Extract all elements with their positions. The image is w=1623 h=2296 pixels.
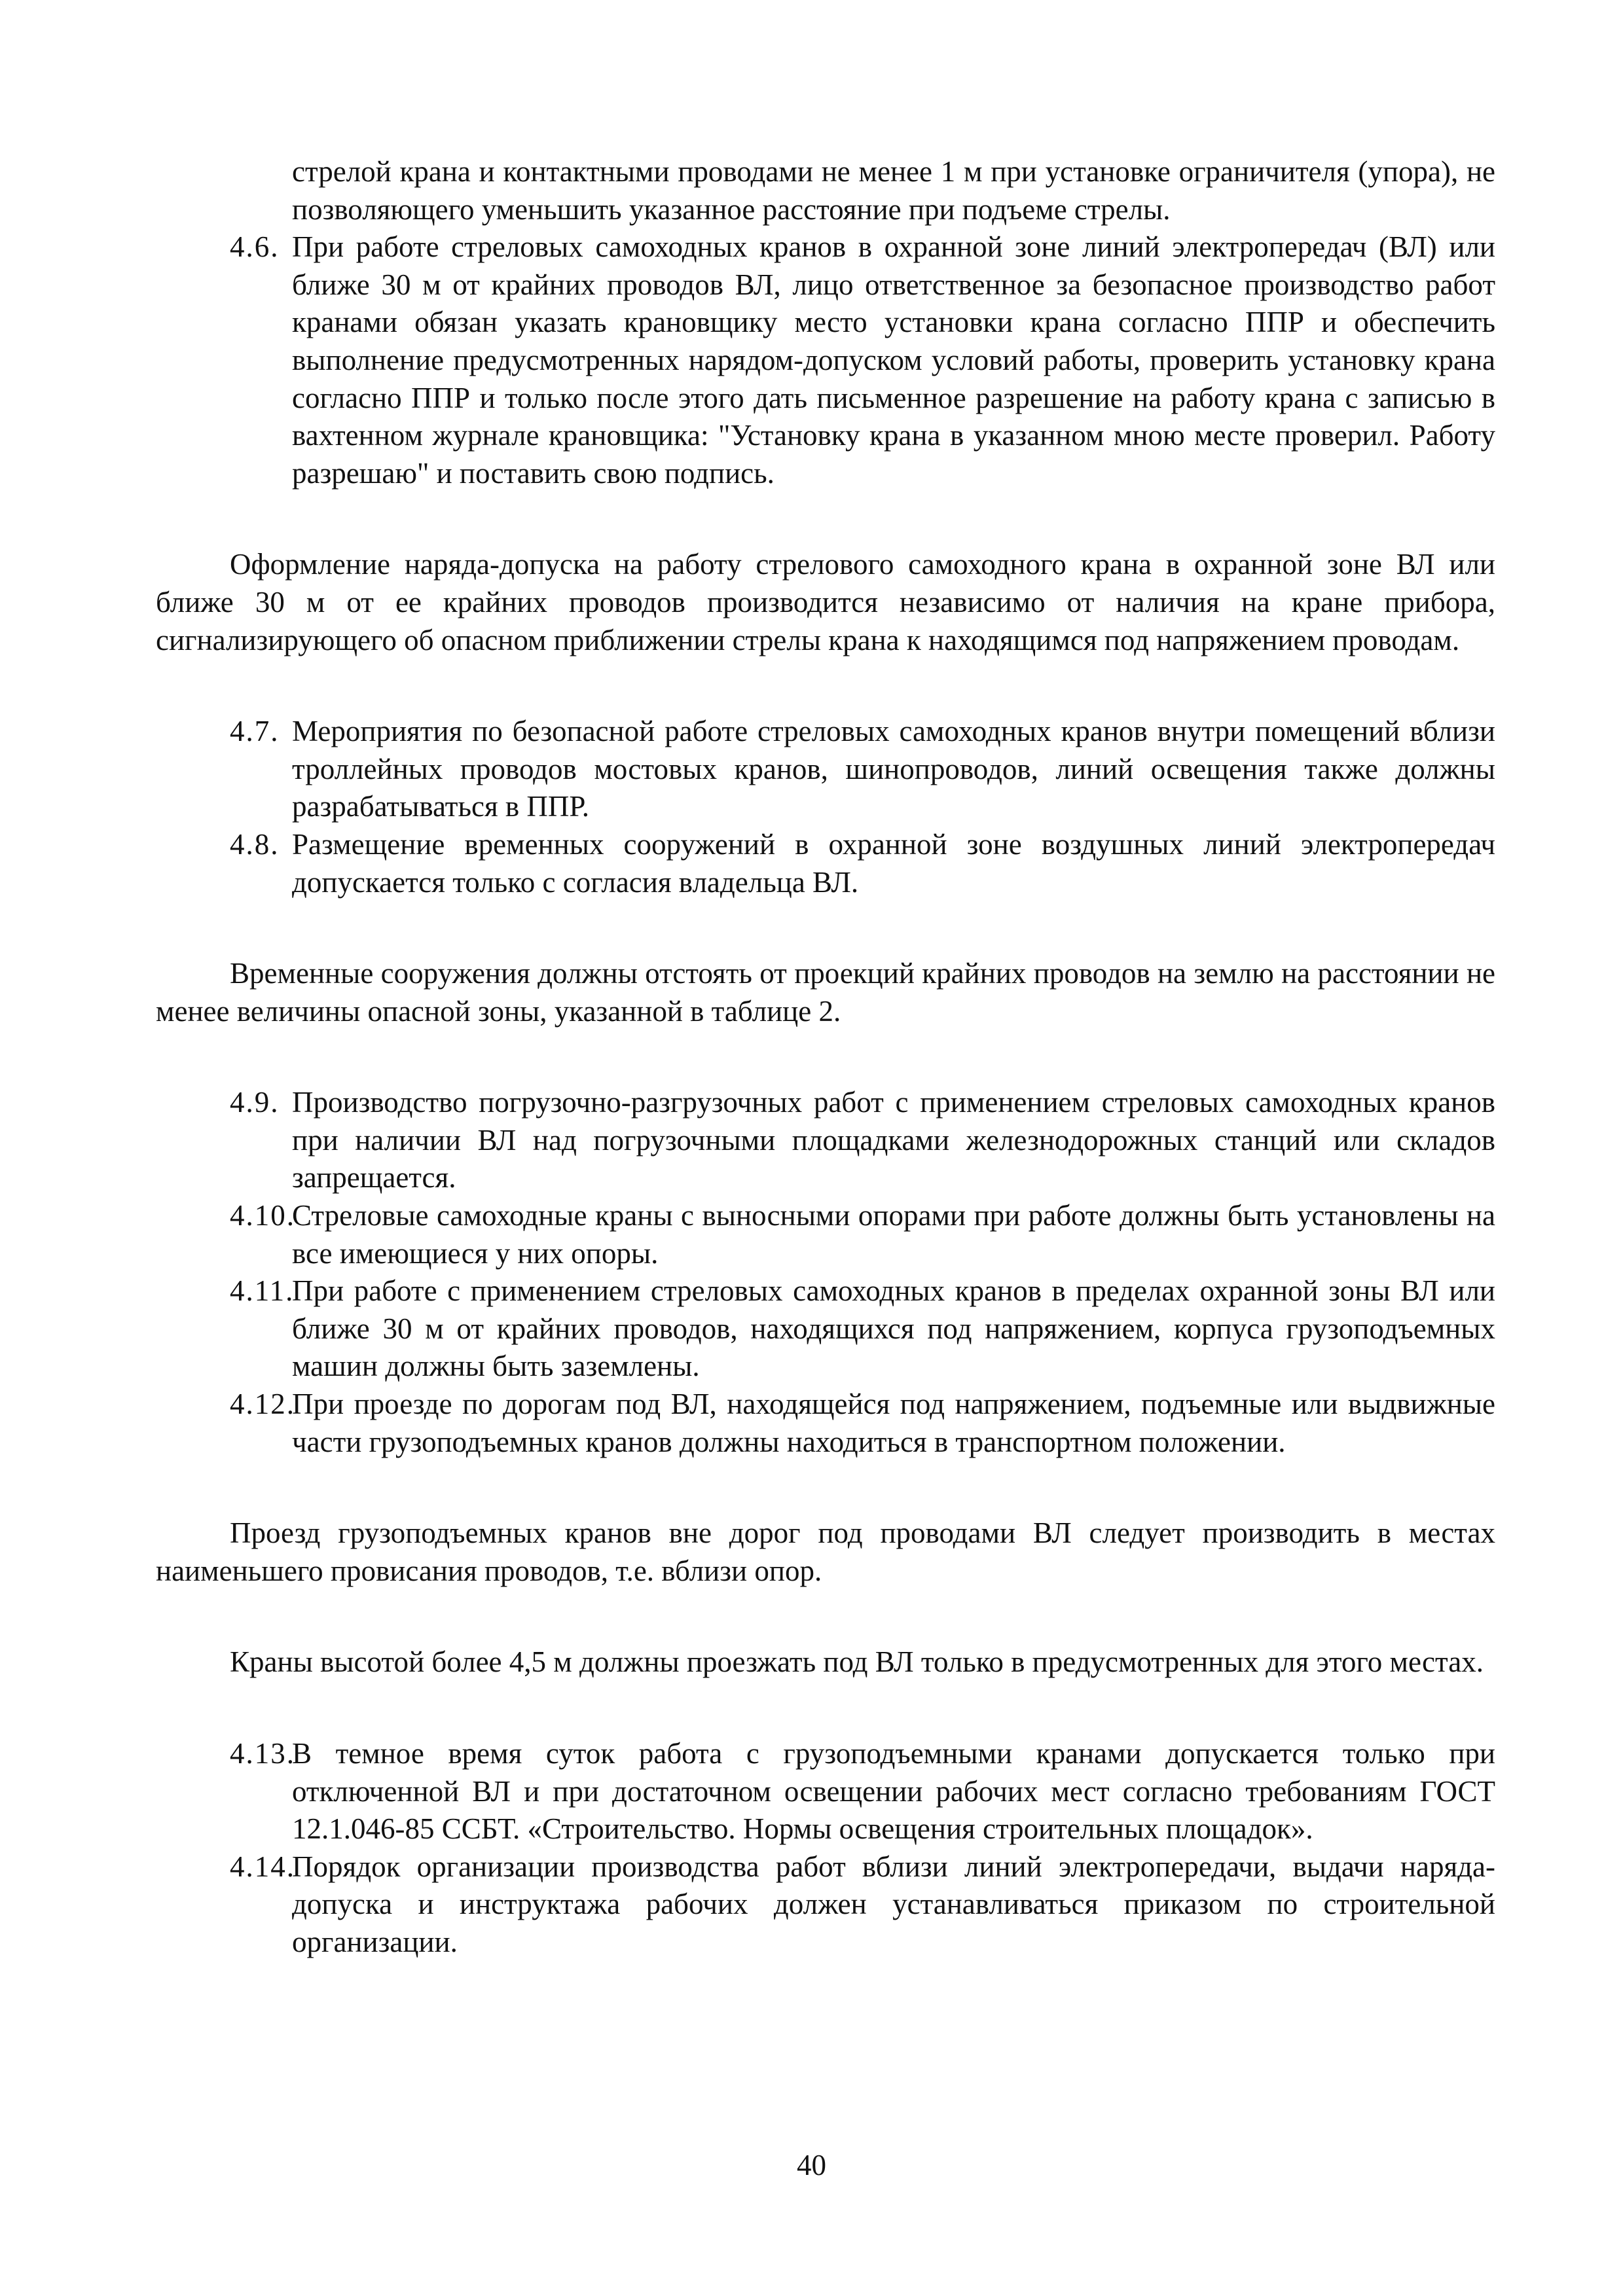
list-item-4-11 — [156, 1272, 1495, 1386]
list-item-4-14 — [156, 1848, 1495, 1962]
spacer — [156, 492, 1495, 546]
paragraph-naryad: Оформление наряда-допуска на работу стрелового самоходного крана в охранной зоне ВЛ или ближе 30 м от ее крайних проводов производится независимо от наличия на кране прибора, сигнализирующего об опасном приближении стрелы крана к находящимся под напряжением проводам. — [156, 548, 1495, 656]
list-item-4-8 — [156, 826, 1495, 901]
list-item-4-9 — [156, 1084, 1495, 1197]
spacer — [156, 1681, 1495, 1735]
item-text: Мероприятия по безопасной работе стреловых самоходных кранов внутри помещений вблизи троллейных проводов мостовых кранов, шинопроводов, линий освещения также должны разрабатываться в ППР. — [292, 715, 1495, 823]
item-number: 4.8. — [230, 827, 280, 861]
paragraph-passage: Проезд грузоподъемных кранов вне дорог под проводами ВЛ следует производить в местах наименьшего провисания проводов, т.е. вблизи опор. — [156, 1516, 1495, 1587]
item-number: 4.12. — [230, 1388, 295, 1421]
item-number: 4.11. — [230, 1274, 295, 1308]
document-body — [156, 153, 1495, 1962]
spacer — [156, 901, 1495, 955]
item-text: При работе стреловых самоходных кранов в охранной зоне линий электропередач (ВЛ) или ближе 30 м от крайних проводов ВЛ, лицо ответственное за безопасное производство работ кранами обязан указать крановщику место установки крана согласно ППР и обеспечить выполнение предусмотренных нарядом-допуском условий работы, проверить установку крана согласно ППР и только после этого дать письменное разрешение на работу крана с записью в вахтенном журнале крановщика: "Установку крана в указанном мною месте проверил. Работу разрешаю" и поставить свою подпись. — [292, 230, 1495, 490]
list-item-4-13 — [156, 1735, 1495, 1848]
item-text: Стреловые самоходные краны с выносными опорами при работе должны быть установлены на все имеющиеся у них опоры. — [292, 1199, 1495, 1270]
item-continuation — [156, 153, 1495, 228]
item-number: 4.9. — [230, 1086, 280, 1119]
item-number: 4.7. — [230, 715, 280, 748]
item-text: стрелой крана и контактными проводами не менее 1 м при установке ограничителя (упора), не позволяющего уменьшить указанное расстояние при подъеме стрелы. — [292, 155, 1495, 226]
item-number: 4.6. — [230, 230, 280, 264]
spacer — [156, 1030, 1495, 1084]
page-number: 40 — [797, 2149, 826, 2181]
spacer — [156, 659, 1495, 713]
paragraph-crane-height: Краны высотой более 4,5 м должны проезжать под ВЛ только в предусмотренных для этого местах. — [230, 1645, 1484, 1679]
item-text: Порядок организации производства работ вблизи линий электропередачи, выдачи наряда-допуска и инструктажа рабочих должен устанавливаться приказом по строительной организации. — [292, 1850, 1495, 1958]
list-item-4-6 — [156, 228, 1495, 492]
spacer — [156, 1461, 1495, 1515]
list-item-4-10 — [156, 1197, 1495, 1272]
list-item-4-12 — [156, 1386, 1495, 1461]
item-number: 4.14. — [230, 1850, 295, 1883]
item-text: В темное время суток работа с грузоподъемными кранами допускается только при отключенной ВЛ и при достаточном освещении рабочих мест согласно требованиям ГОСТ 12.1.046-85 ССБТ. «Строительство. Нормы освещения строительных площадок». — [292, 1737, 1495, 1846]
spacer — [156, 1590, 1495, 1643]
item-text: Производство погрузочно-разгрузочных работ с применением стреловых самоходных кранов при наличии ВЛ над погрузочными площадками железнодорожных станций или складов запрещается. — [292, 1086, 1495, 1194]
list-item-4-7 — [156, 713, 1495, 826]
item-number: 4.10. — [230, 1199, 295, 1232]
item-text: При проезде по дорогам под ВЛ, находящейся под напряжением, подъемные или выдвижные части грузоподъемных кранов должны находиться в транспортном положении. — [292, 1388, 1495, 1458]
paragraph-temporary-structures: Временные сооружения должны отстоять от проекций крайних проводов на землю на расстоянии не менее величины опасной зоны, указанной в таблице 2. — [156, 957, 1495, 1028]
item-number: 4.13. — [230, 1737, 295, 1770]
item-text: При работе с применением стреловых самоходных кранов в пределах охранной зоны ВЛ или ближе 30 м от крайних проводов, находящихся под напряжением, корпуса грузоподъемных машин должны быть заземлены. — [292, 1274, 1495, 1383]
item-text: Размещение временных сооружений в охранной зоне воздушных линий электропередач допускается только с согласия владельца ВЛ. — [292, 827, 1495, 899]
